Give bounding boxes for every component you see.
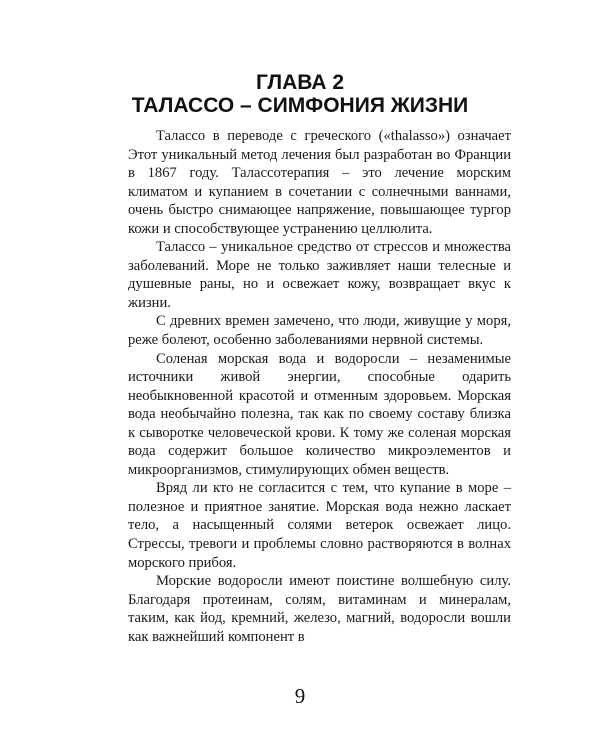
paragraph-3: С древних времен замечено, что люди, живущие у моря, реже болеют, особенно заболеваниями нервной системы. [128, 313, 511, 349]
paragraph-1: Талассо в переводе с греческого («thalasso») означает Этот уникальный метод лечения был разработан во Франции в 1867 году. Талассотерапия – это лечение морским климатом и купанием в сочетании с солнечными ваннами, очень быстро снимающее напряжение, повышающее тургор кожи и способствующее устранению целлюлита. [128, 128, 511, 237]
chapter-title: ТАЛАССО – СИМФОНИЯ ЖИЗНИ [131, 94, 469, 117]
paragraph-6: Морские водоросли имеют поистине волшебную силу. Благодаря протеинам, солям, витаминам и минералам, таким, как йод, кремний, железо, магний, водоросли вошли как важнейший компонент в [128, 573, 511, 645]
chapter-body [128, 127, 511, 646]
paragraph-5: Вряд ли кто не согласится с тем, что купание в море – полезное и приятное занятие. Морская вода нежно ласкает тело, а насыщенный солями ветерок освежает лицо. Стрессы, тревоги и проблемы словно растворяются в волнах морского прибоя. [128, 480, 511, 571]
chapter-number: ГЛАВА 2 [255, 71, 345, 94]
page-number: 9 [294, 684, 306, 708]
paragraph-2: Талассо – уникальное средство от стрессов и множества заболеваний. Море не только заживляет наши телесные и душевные раны, но и освежает кожу, возвращает вкус к жизни. [128, 239, 511, 311]
paragraph-4: Соленая морская вода и водоросли – незаменимые источники живой энергии, способные одарить необыкновенной красотой и отменным здоровьем. Морская вода необычайно полезна, так как по своему составу близка к сыворотке человеческой крови. К тому же соленая морская вода содержит большое количество микроэлементов и микроорганизмов, стимулирующих обмен веществ. [128, 350, 511, 478]
